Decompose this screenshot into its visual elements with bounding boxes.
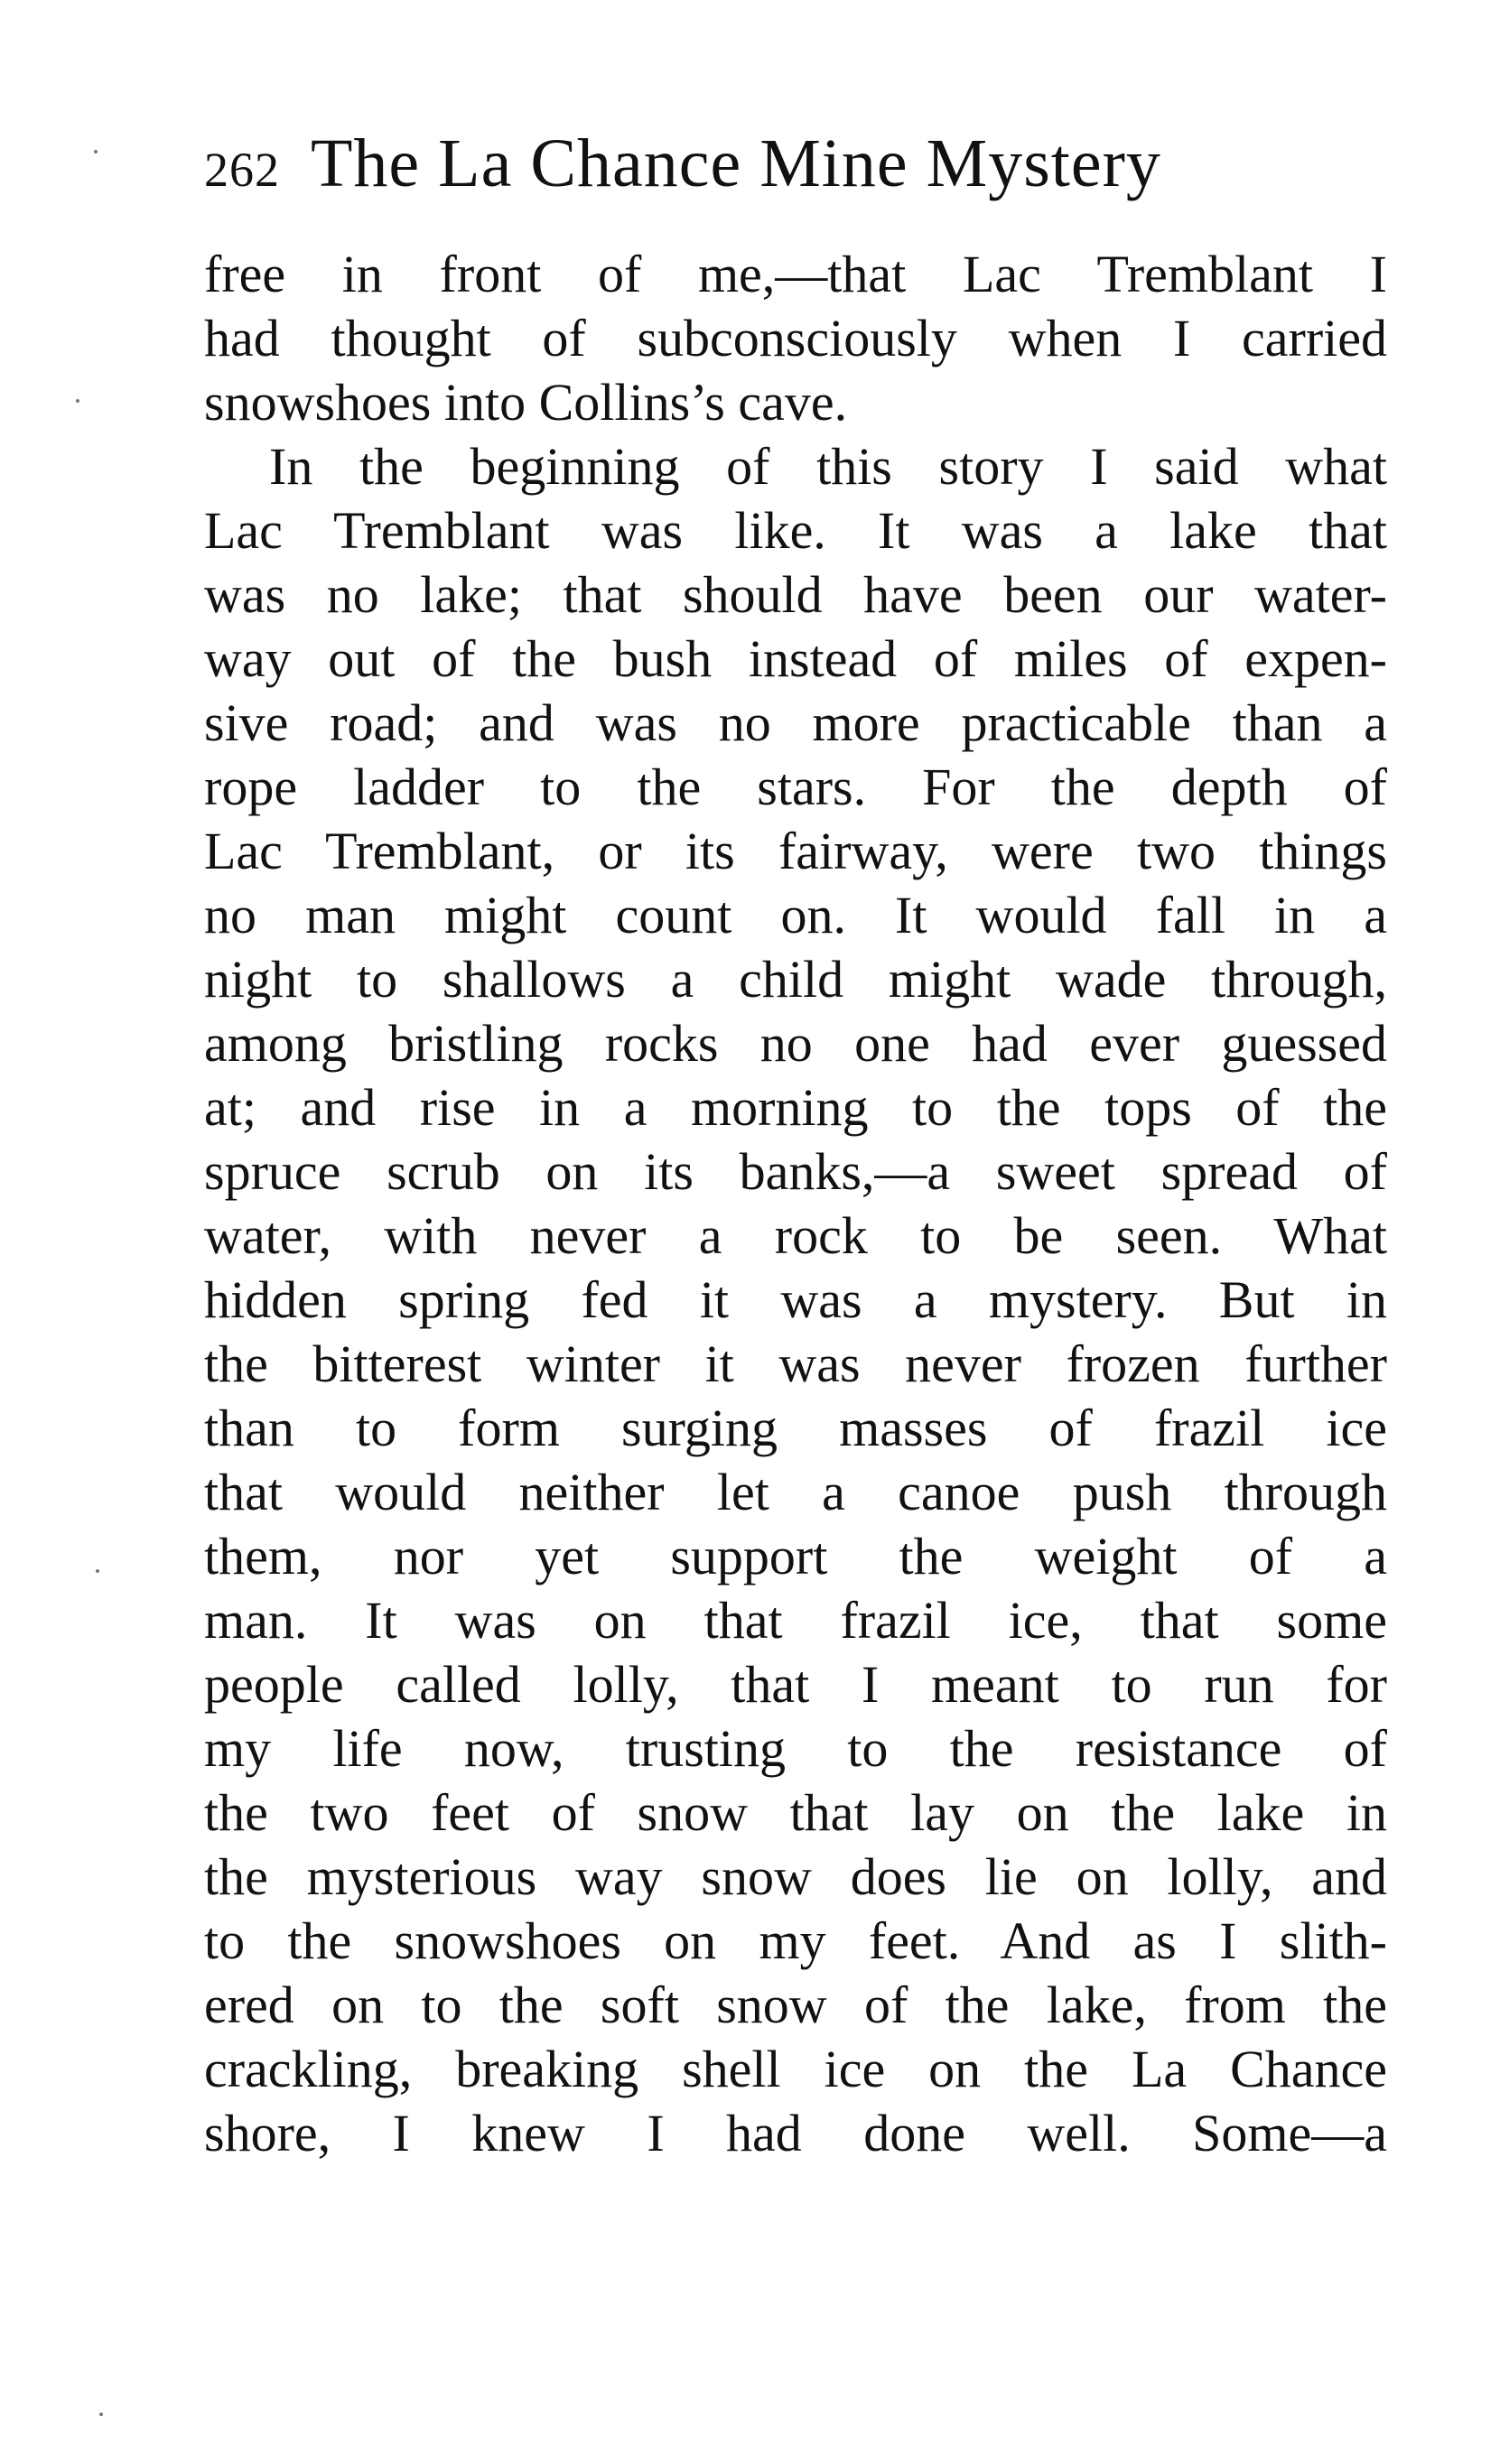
scan-speck [94, 150, 98, 153]
text-line: had thought of subconsciously when I carried [204, 309, 1387, 367]
text-line: spruce scrub on its banks,—a sweet spread of [204, 1142, 1387, 1201]
text-line: my life now, trusting to the resistance of [204, 1719, 1387, 1778]
text-line: night to shallows a child might wade through, [204, 950, 1387, 1009]
text-line: free in front of me,—that Lac Tremblant I [204, 245, 1387, 303]
text-line: the two feet of snow that lay on the lake in [204, 1783, 1387, 1842]
scan-speck [76, 399, 79, 403]
text-line: the bitterest winter it was never frozen further [204, 1334, 1387, 1393]
scan-speck [99, 2413, 103, 2416]
page-header [204, 125, 1378, 206]
text-line: among bristling rocks no one had ever guessed [204, 1014, 1387, 1073]
text-line: Lac Tremblant was like. It was a lake that [204, 501, 1387, 560]
text-line: way out of the bush instead of miles of expen- [204, 629, 1387, 688]
text-line: shore, I knew I had done well. Some—a [204, 2104, 1387, 2162]
text-line: to the snowshoes on my feet. And as I slith- [204, 1911, 1387, 1970]
text-line: the mysterious way snow does lie on lolly, and [204, 1847, 1387, 1906]
text-line: Lac Tremblant, or its fairway, were two things [204, 822, 1387, 880]
text-line: man. It was on that frazil ice, that some [204, 1591, 1387, 1650]
paragraph-start-line: In the beginning of this story I said what [269, 437, 1387, 496]
text-line: no man might count on. It would fall in a [204, 886, 1387, 944]
scan-speck [96, 1569, 99, 1573]
text-line: that would neither let a canoe push through [204, 1463, 1387, 1521]
text-line: hidden spring fed it was a mystery. But in [204, 1270, 1387, 1329]
page-number: 262 [204, 143, 280, 197]
text-line: ered on to the soft snow of the lake, from the [204, 1976, 1387, 2034]
text-line: crackling, breaking shell ice on the La Chance [204, 2040, 1387, 2098]
text-line: them, nor yet support the weight of a [204, 1527, 1387, 1585]
text-line: rope ladder to the stars. For the depth of [204, 758, 1387, 816]
body-text [204, 242, 1387, 2165]
text-line: than to form surging masses of frazil ice [204, 1399, 1387, 1457]
text-line: water, with never a rock to be seen. What [204, 1206, 1387, 1265]
text-line: was no lake; that should have been our water- [204, 565, 1387, 624]
text-line: at; and rise in a morning to the tops of the [204, 1078, 1387, 1137]
text-line: sive road; and was no more practicable than a [204, 693, 1387, 752]
text-line: snowshoes into Collins’s cave. [204, 373, 848, 432]
text-line: people called lolly, that I meant to run for [204, 1655, 1387, 1714]
running-title: The La Chance Mine Mystery [311, 126, 1161, 201]
